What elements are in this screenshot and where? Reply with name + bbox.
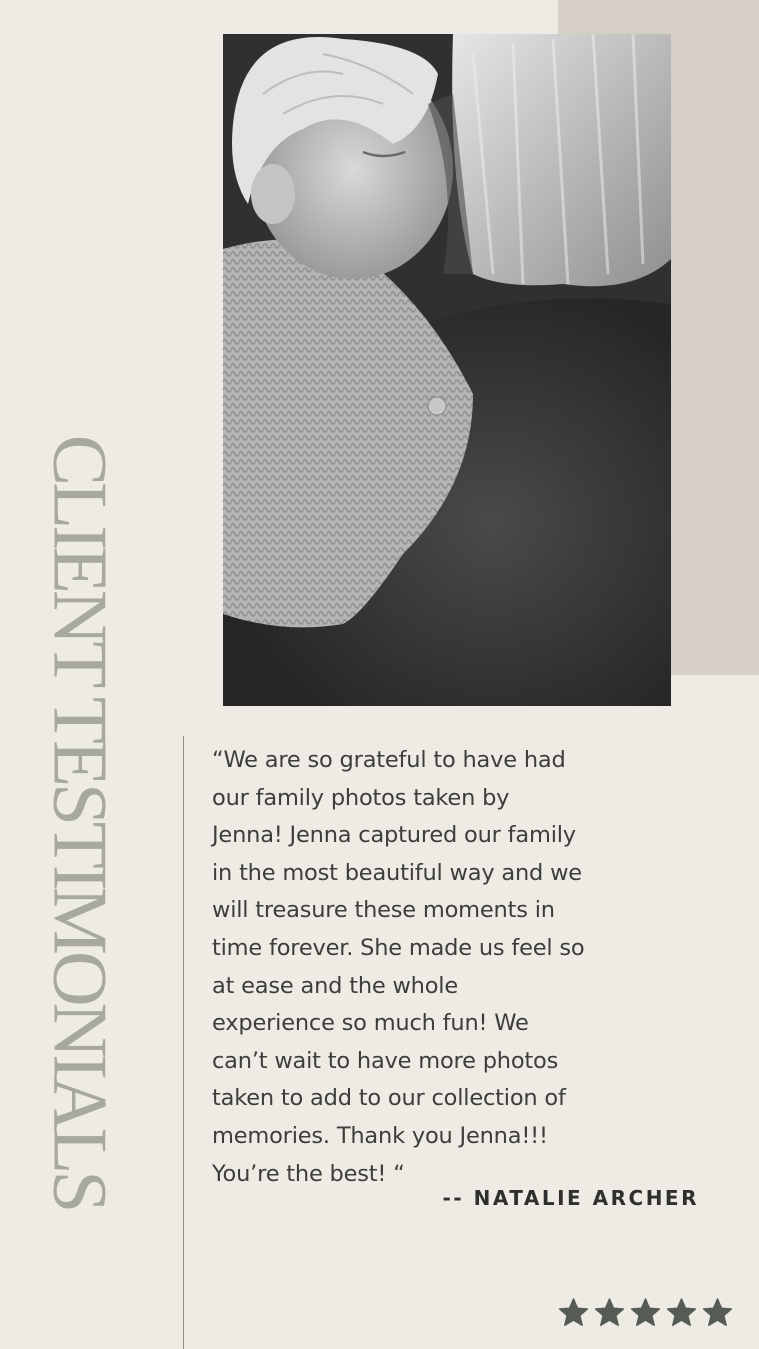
page-title: CLIENT TESTIMONIALS	[37, 434, 124, 1210]
star-icon	[630, 1298, 661, 1327]
family-photo-image	[223, 34, 671, 706]
testimonial-author: -- NATALIE ARCHER	[442, 1186, 699, 1210]
star-icon	[594, 1298, 625, 1327]
quote-line: will treasure these moments in	[212, 897, 555, 924]
quote-line: You’re the best! “	[212, 1160, 405, 1187]
vertical-divider	[183, 736, 184, 1349]
star-icon	[666, 1298, 697, 1327]
quote-line: our family photos taken by	[212, 784, 510, 811]
quote-line: Jenna! Jenna captured our family	[212, 822, 576, 849]
quote-line: “We are so grateful to have had	[212, 747, 566, 773]
star-icon	[702, 1298, 733, 1327]
quote-line: at ease and the whole	[212, 972, 458, 999]
quote-line: taken to add to our collection of	[212, 1085, 566, 1112]
testimonial-quote	[212, 742, 662, 1193]
star-icon	[558, 1298, 589, 1327]
quote-line: experience so much fun! We	[212, 1010, 529, 1037]
quote-line: in the most beautiful way and we	[212, 859, 582, 886]
quote-line: memories. Thank you Jenna!!!	[212, 1122, 548, 1149]
star-rating	[558, 1298, 733, 1327]
testimonial-photo	[223, 34, 671, 706]
quote-line: can’t wait to have more photos	[212, 1047, 559, 1074]
quote-line: time forever. She made us feel so	[212, 934, 585, 961]
